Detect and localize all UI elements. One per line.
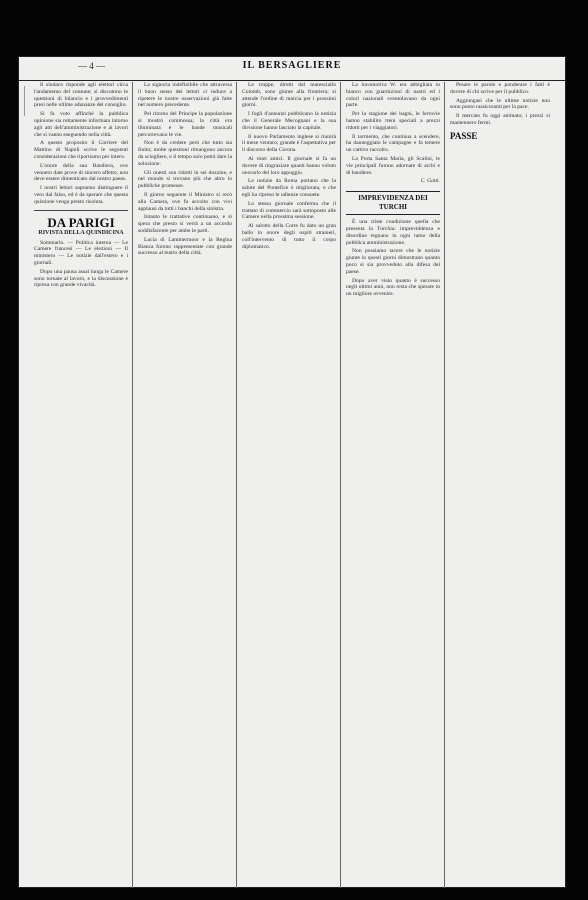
text-columns [18, 82, 566, 888]
column-separator [340, 82, 341, 888]
paragraph: L'onore della sua Bandiera, ove vennero date prove di sincero affetto, non deve essere dimenticato dal nostro paese. [34, 162, 128, 183]
paragraph: I fogli d'annunzi pubblicano la notizia che il Generale Mecognani e la sua divisione hanno lasciato la capitale. [242, 111, 336, 131]
section-heading: DA PARIGI [47, 214, 115, 230]
masthead [18, 56, 566, 81]
paragraph: Non possiamo tacere che le notizie giunte in questi giorni dimostrano quanto poco si sia provveduto alla difesa del paese. [346, 248, 440, 275]
newspaper-title: IL BERSAGLIERE [242, 60, 342, 71]
column-1 [34, 82, 128, 888]
paragraph: Le notizie da Roma portano che la salute del Pontefice è migliorata, e che egli ha ripreso le udienze consuete. [242, 178, 336, 198]
paragraph: È una triste condizione quella che presenta la Turchia: impreviddenza e disordine regnano in ogni ramo della pubblica amministrazione. [346, 219, 440, 246]
paragraph: Intanto le trattative continuano, e si spera che presto si verrà a un accordo soddisfacente per ambe le parti. [138, 214, 232, 234]
paragraph: Lucia di Lammermoor e la Regina Bianca furono rappresentate con grande successo al teatro della città. [138, 236, 232, 257]
paragraph: Lo stesso giornale conferma che il trattato di commercio sarà sottoposto alle Camere nella prossima sessione. [242, 200, 336, 221]
paragraph: Dopo una pausa assai lunga le Camere sono tornate al lavoro, e la discussione è ripresa con grande vivacità. [34, 268, 128, 289]
divider [34, 210, 128, 211]
issue-number: — 4 — [78, 61, 105, 71]
section-heading: IMPREVIDENZA DEI TURCHI [346, 191, 440, 215]
paragraph: Pesare le parole e ponderare i fatti è dovere di chi scrive per il pubblico. [450, 82, 550, 95]
paragraph: Il giorno seguente il Ministro si recò alla Camera, ove fu accolto con vivi applausi da tutti i banchi della sinistra. [138, 191, 232, 212]
column-separator [236, 82, 237, 888]
paragraph: A questo proposito il Corriere del Mattino di Napoli scrive le seguenti considerazioni che riportiamo per intero. [34, 140, 128, 160]
paragraph: Le truppe, diretti dal maresciallo Colomb, sono giunte alla frontiera; si attende l'ordine di marcia per i prossimi giorni. [242, 82, 336, 109]
paragraph: Al salotto della Corte fu dato un gran ballo in onore degli ospiti stranieri, coll'intervento di tutto il corpo diplomatico. [242, 223, 336, 250]
section-heading: PASSE [450, 130, 478, 141]
paragraph: Il mercato fu oggi animato; i prezzi si mantennero fermi. [450, 113, 550, 126]
paragraph: Non è da credere però che tutto sia finito; molte questioni rimangono ancora da sciogliere, e il tempo solo potrà dare la soluzione. [138, 140, 232, 167]
paragraph: Sommario. — Politica interna — Le Camere francesi — Le elezioni — Il ministero — Le notizie dall'estero e i giornali. [34, 239, 128, 266]
paragraph: Per la stagione dei bagni, le ferrovie hanno stabilito treni speciali a prezzi ridotti per i viaggiatori. [346, 111, 440, 131]
paragraph: Si fa voto affinché la pubblica opinione sia rettamente informata intorno agli atti dell'amministrazione e ai lavori che si vanno eseguendo nella città. [34, 111, 128, 138]
column-3 [242, 82, 336, 888]
column-separator [132, 82, 133, 888]
paragraph: I nostri lettori sapranno distinguere il vero dal falso, ed è da sperare che questa quistione venga presto risoluta. [34, 185, 128, 205]
newspaper-page [18, 56, 566, 888]
paragraph: Ai miei amici. Il giornale si fa un dovere di ringraziare quanti hanno voluto onorarlo del loro appoggio. [242, 155, 336, 176]
paragraph: Il sindaco risponde agli elettori circa l'andamento del comune; si discutono le questioni di bilancio e i provvedimenti presi nelle ultime adunanze del consiglio. [34, 82, 128, 109]
paragraph: Il tormento, che continua a scendere, ha danneggiato le campagne e fa temere un cattivo raccolto. [346, 133, 440, 154]
section-subheading: RIVISTA DELLA QUINDICINA [38, 229, 124, 236]
paragraph: Aggiungasi che le ultime notizie non sono punto rassicuranti per la pace. [450, 97, 550, 111]
paragraph: Dopo aver visto quanto è successo negli ultimi anni, non resta che sperare in un migliore avvenire. [346, 277, 440, 298]
paragraph: Pel ritorno del Principe la popolazione si mostrò commossa; la città era illuminata e le bande musicali percorrevano le vie. [138, 111, 232, 138]
paragraph: Gli onesti son ridotti in sei dozzine, e nel mondo si trovano più che altro in pubbliche promesse. [138, 169, 232, 190]
paragraph: La locomotiva W. era abbigliata in bianco con guarnizioni di nastri ed i colori nazionali sventolavano da ogni parte. [346, 82, 440, 109]
paragraph: La signoria indefinibile che attraversa il buon senso dei lettori ci induce a ripetere le nostre osservazioni già fatte nel numero precedente. [138, 82, 232, 109]
paragraph: Il nuovo Parlamento inglese si riunirà il mese venturo; grande è l'aspettativa per il discorso della Corona. [242, 133, 336, 154]
column-5 [450, 82, 550, 888]
column-4 [346, 82, 440, 888]
signature: C. Gatti. [420, 178, 440, 185]
column-2 [138, 82, 232, 888]
paragraph: La Porta Santa Maria, gli Scalini, le vie principali furono adornate di archi e di bandiere. [346, 155, 440, 176]
column-separator [444, 82, 445, 888]
